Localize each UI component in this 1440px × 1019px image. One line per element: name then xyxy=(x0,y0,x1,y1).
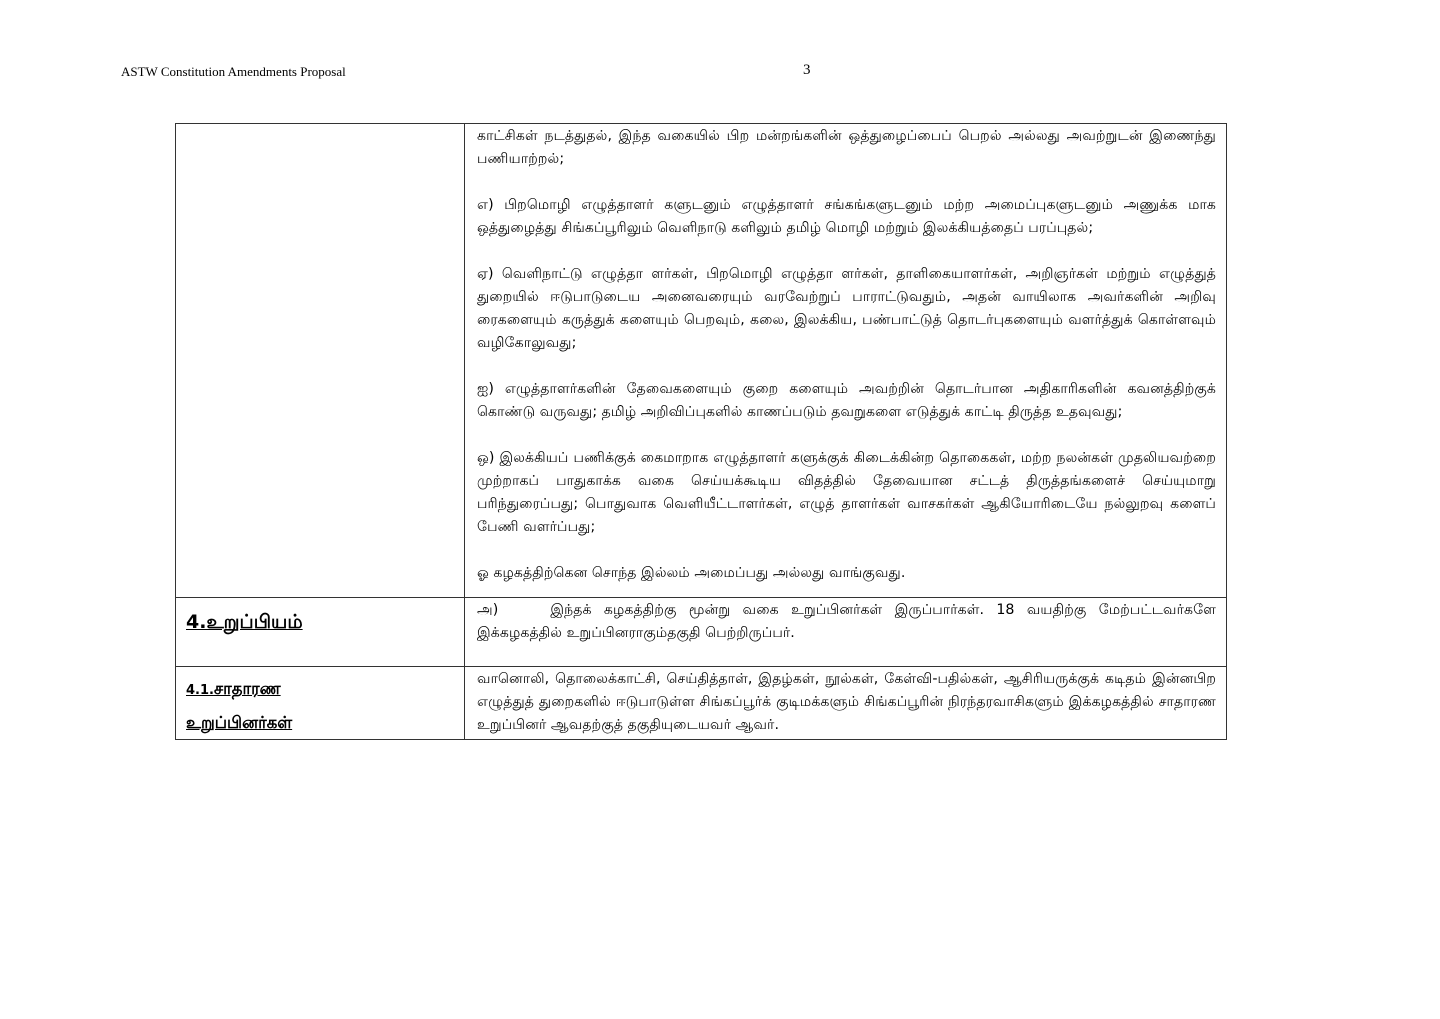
objective-paragraph: ஏ) வெளிநாட்டு எழுத்தா ளர்கள், பிறமொழி எழுத்தா ளர்கள், தாளிகையாளர்கள், அறிஞர்கள் மற்றும் எழுத்துத் துறையில் ஈடுபாடுடைய அனைவரையும் வரவேற்றுப் பாராட்டுவதும், அதன் வாயிலாக அவர்களின் அறிவு ரைகளையும் கருத்துக் களையும் பெறவும், கலை, இலக்கிய, பண்பாட்டுத் தொடர்புகளையும் வளர்த்துக் கொள்ளவும் வழிகோலுவது; xyxy=(477,266,1216,351)
subsection-number: 4.1. xyxy=(186,683,214,698)
ordinary-members-paragraph: வானொலி, தொலைக்காட்சி, செய்தித்தாள், இதழ்கள், நூல்கள், கேள்வி-பதில்கள், ஆசிரியருக்குக் கடிதம் இன்னபிற எழுத்துத் துறைகளில் ஈடுபாடுள்ள சிங்கப்பூர்க் குடிமக்களும் சிங்கப்பூரின் நிரந்தரவாசிகளும் இக்கழகத்தில் சாதாரண உறுப்பினர் ஆவதற்குத் தகுதியுடையவர் ஆவர். xyxy=(477,671,1216,733)
table-row xyxy=(176,598,1227,667)
membership-cell xyxy=(465,598,1227,667)
subsection-title-cell xyxy=(176,667,465,740)
subsection-title-line1: சாதாரண xyxy=(213,679,281,698)
membership-paragraph xyxy=(477,599,1216,645)
objective-paragraph: ஐ) எழுத்தாளர்களின் தேவைகளையும் குறை களையும் அவற்றின் தொடர்பான அதிகாரிகளின் கவனத்திற்குக் கொண்டு வருவது; தமிழ் அறிவிப்புகளில் காணப்படும் தவறுகளை எடுத்துக் காட்டி திருத்த உதவுவது; xyxy=(477,381,1216,420)
document-header-title: ASTW Constitution Amendments Proposal xyxy=(121,64,346,79)
membership-text: இந்தக் கழகத்திற்கு மூன்று வகை உறுப்பினர்கள் இருப்பார்கள். 18 வயதிற்கு மேற்பட்டவர்களே இக்கழகத்தில் உறுப்பினராகும்தகுதி பெற்றிருப்பர். xyxy=(477,602,1216,641)
subsection-title-ordinary-members xyxy=(186,673,464,739)
table-row xyxy=(176,667,1227,740)
clause-marker: அ) xyxy=(477,602,499,618)
ordinary-members-cell xyxy=(465,667,1227,740)
objective-paragraph: காட்சிகள் நடத்துதல், இந்த வகையில் பிற மன்றங்களின் ஒத்துழைப்பைப் பெறல் அல்லது அவற்றுடன் இணைந்து பணியாற்றல்; xyxy=(477,128,1216,167)
amendments-table xyxy=(175,123,1227,740)
section-title-cell xyxy=(176,598,465,667)
page-number: 3 xyxy=(803,62,811,78)
section-title-membership: 4.உறுப்பியம் xyxy=(186,611,303,633)
objective-paragraph: ஓ கழகத்திற்கென சொந்த இல்லம் அமைப்பது அல்லது வாங்குவது. xyxy=(477,565,906,581)
table-row xyxy=(176,124,1227,598)
section-cell-empty xyxy=(176,124,465,598)
subsection-title-line2: உறுப்பினர்கள் xyxy=(186,713,293,732)
objective-paragraph: எ) பிறமொழி எழுத்தாளர் களுடனும் எழுத்தாளர் சங்கங்களுடனும் மற்ற அமைப்புகளுடனும் அணுக்க மாக ஒத்துழைத்து சிங்கப்பூரிலும் வெளிநாடு களிலும் தமிழ் மொழி மற்றும் இலக்கியத்தைப் பரப்புதல்; xyxy=(477,197,1216,236)
objective-paragraph: ஒ) இலக்கியப் பணிக்குக் கைமாறாக எழுத்தாளர் களுக்குக் கிடைக்கின்ற தொகைகள், மற்ற நலன்கள் முதலியவற்றை முற்றாகப் பாதுகாக்க வகை செய்யக்கூடிய விதத்தில் தேவையான சட்டத் திருத்தங்களைச் செய்யுமாறு பரிந்துரைப்பது; பொதுவாக வெளியீட்டாளர்கள், எழுத் தாளர்கள் வாசகர்கள் ஆகியோரிடையே நல்லுறவு களைப் பேணி வளர்ப்பது; xyxy=(477,450,1216,535)
objectives-cell xyxy=(465,124,1227,598)
